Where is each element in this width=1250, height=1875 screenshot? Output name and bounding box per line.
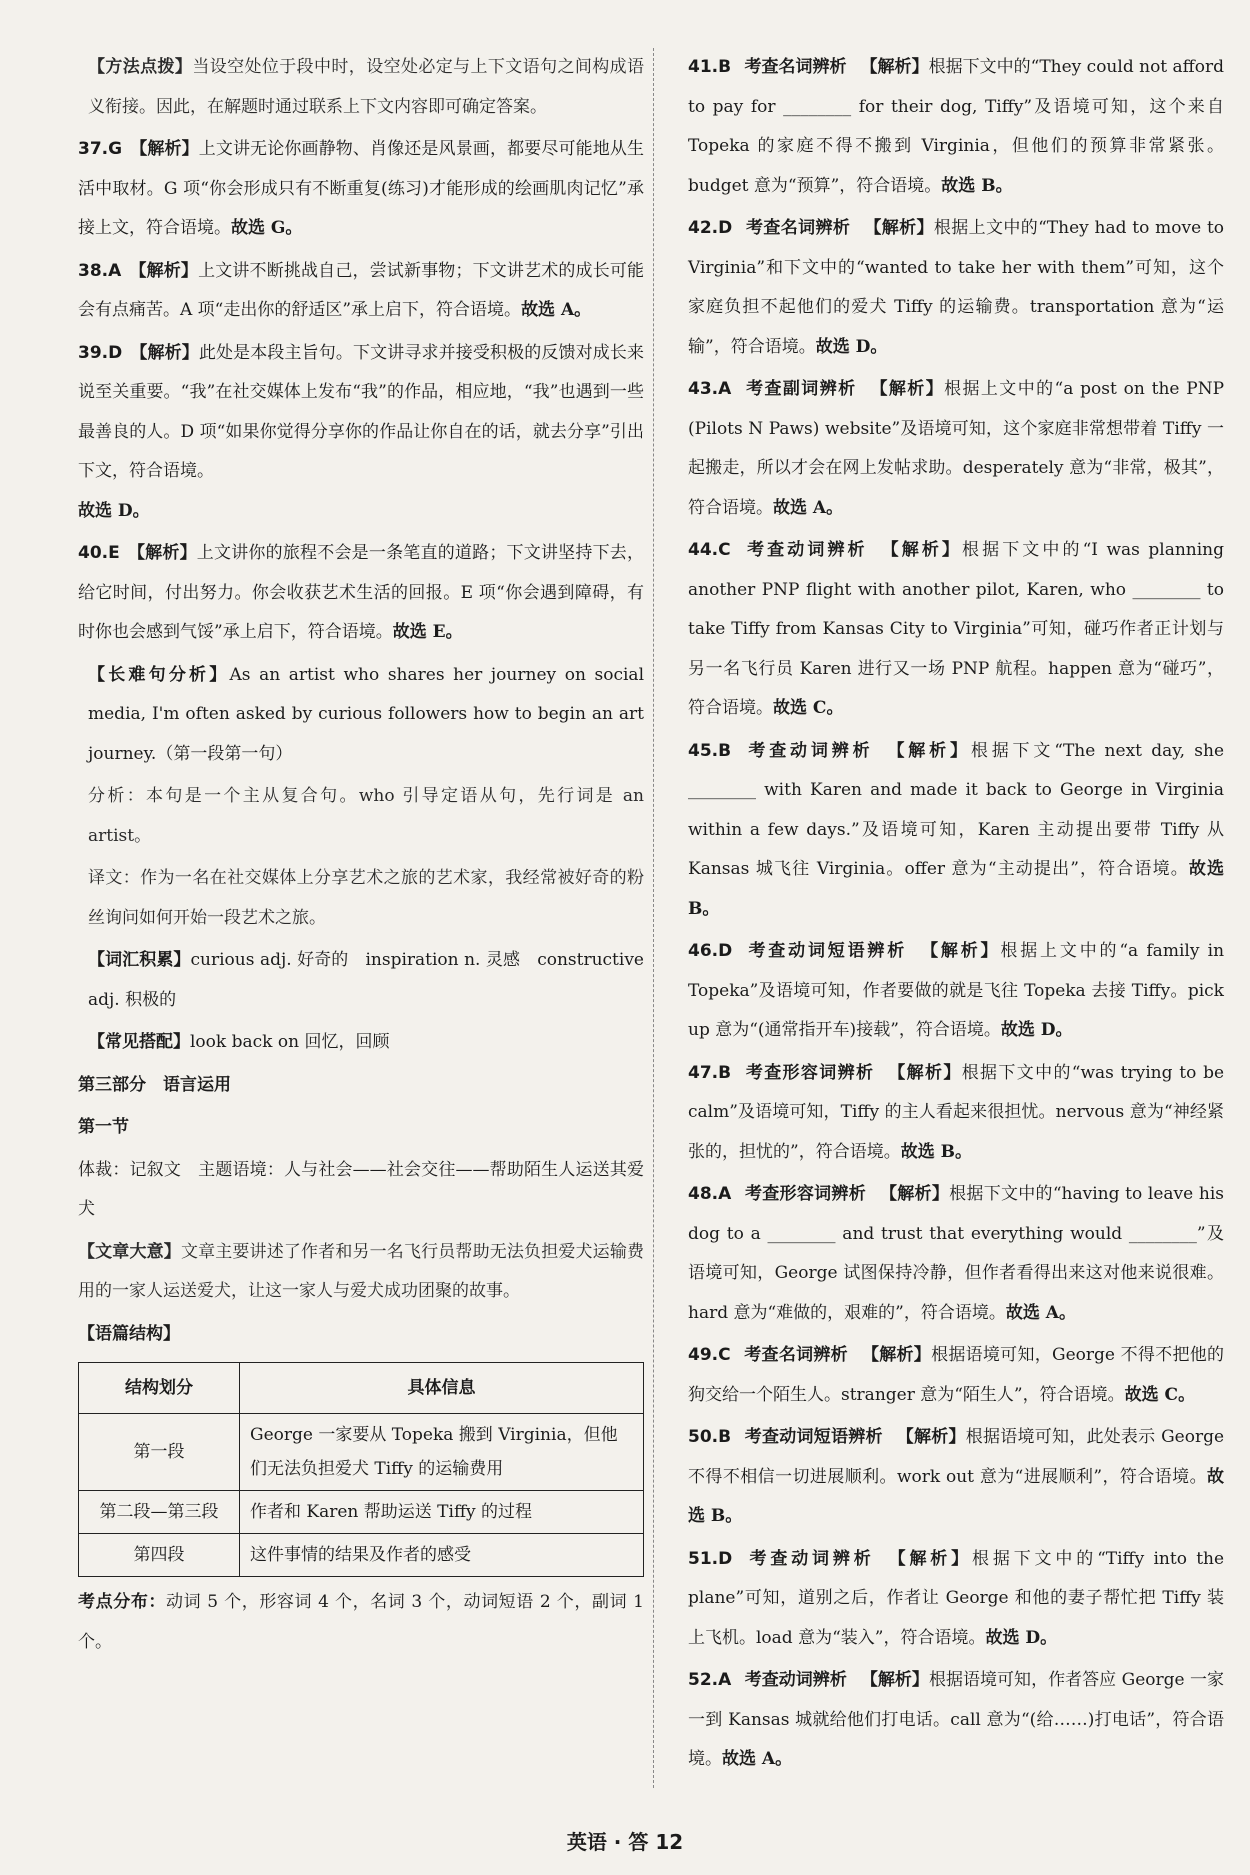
answer-47: 47.B 考查形容词辨析 【解析】根据下文中的“was trying to be calm”及语境可知，Tiffy 的主人看起来很担忧。nervous 意为“神经紧张的，担忧的”，符合语境。故选 B。 (688, 1062, 1225, 1162)
table-row: 第二段—第三段 作者和 Karen 帮助运送 Tiffy 的过程 (79, 1491, 644, 1534)
answer-43: 43.A 考查副词辨析 【解析】根据上文中的“a post on the PNP (Pilots N Paws) website”及语境可知，这个家庭非常想带着 Tiffy 一起搬走，所以才会在网上发帖求助。desperately 意为“非常，极其”，符合语境。故选 A。 (688, 379, 1225, 518)
part-three-title: 第三部分 语言运用 (78, 1074, 231, 1095)
collocation: 【常见搭配】look back on 回忆，回顾 (88, 1032, 390, 1052)
answer-37: 37.G 【解析】上文讲无论你画静物、肖像还是风景画，都要尽可能地从生活中取材。G 项“你会形成只有不断重复(练习)才能形成的绘画肌肉记忆”承接上文，符合语境。故选 G。 (78, 139, 645, 238)
page-footer: 英语 · 答 12 (566, 1830, 684, 1854)
table-row: 第四段 这件事情的结果及作者的感受 (79, 1534, 644, 1577)
structure-label: 【语篇结构】 (78, 1323, 180, 1344)
answer-44: 44.C 考查动词辨析 【解析】根据下文中的“I was planning another PNP flight with another pilot, Karen, who ________ to take Tiffy from Kansas City to Virginia”可知，碰巧作者正计划与另一名飞行员 Karen 进行又一场 PNP 航程。happen 意为“碰巧”，符合语境。故选 C。 (688, 540, 1225, 718)
answer-50: 50.B 考查动词短语辨析 【解析】根据语境可知，此处表示 George 不得不相信一切进展顺利。work out 意为“进展顺利”，符合语境。故选 B。 (688, 1427, 1225, 1526)
answer-49: 49.C 考查名词辨析 【解析】根据语境可知，George 不得不把他的狗交给一个陌生人。stranger 意为“陌生人”，符合语境。故选 C。 (688, 1345, 1225, 1405)
section-title: 第一节 (78, 1117, 129, 1137)
left-column (78, 48, 644, 1665)
table-header: 结构划分 具体信息 (79, 1363, 644, 1414)
column-divider (653, 48, 654, 1788)
vocabulary: 【词汇积累】curious adj. 好奇的 inspiration n. 灵感 constructive adj. 积极的 (88, 950, 644, 1010)
answer-38: 38.A 【解析】上文讲不断挑战自己，尝试新事物；下文讲艺术的成长可能会有点痛苦。A 项“走出你的舒适区”承上启下，符合语境。故选 A。 (78, 260, 645, 320)
long-sentence-analysis: 【长难句分析】As an artist who shares her journey on social media, I'm often asked by curious followers how to begin an art journey.（第一段第一句） 分析：本句是一个主从复合句。who 引导定语从句，先行词是 an artist。 译文：作为一名在社交媒体上分享艺术之旅的艺术家，我经常被好奇的粉丝询问如何开始一段艺术之旅。 (88, 664, 645, 928)
answer-40: 40.E 【解析】上文讲你的旅程不会是一条笔直的道路；下文讲坚持下去，给它时间，付出努力。你会收获艺术生活的回报。E 项“你会遇到障碍，有时你也会感到气馁”承上启下，符合语境。故选 E。 (78, 543, 645, 642)
answer-45: 45.B 考查动词辨析 【解析】根据下文“The next day, she ________ with Karen and made it back to George in Virginia within a few days.”及语境可知，Karen 主动提出要带 Tiffy 从 Kansas 城飞往 Virginia。offer 意为“主动提出”，符合语境。故选 B。 (688, 740, 1225, 919)
answer-41: 41.B 考查名词辨析 【解析】根据下文中的“They could not afford to pay for ________ for their dog, Tiffy”及语境可知，这个来自 Topeka 的家庭不得不搬到 Virginia，但他们的预算非常紧张。budget 意为“预算”，符合语境。故选 B。 (688, 57, 1224, 196)
distribution: 考点分布：动词 5 个，形容词 4 个，名词 3 个，动词短语 2 个，副词 1 个。 (78, 1592, 645, 1652)
answer-51: 51.D 考查动词辨析 【解析】根据下文中的“Tiffy into the plane”可知，道别之后，作者让 George 和他的妻子帮忙把 Tiffy 装上飞机。load 意为“装入”，符合语境。故选 D。 (688, 1548, 1225, 1648)
answer-42: 42.D 考查名词辨析 【解析】根据上文中的“They had to move to Virginia”和下文中的“wanted to take her with them”可知，这个家庭负担不起他们的爱犬 Tiffy 的运输费。transportation 意为“运输”，符合语境。故选 D。 (688, 218, 1225, 357)
method-tip: 【方法点拨】当设空处位于段中时，设空处必定与上下文语句之间构成语义衔接。因此，在解题时通过联系上下文内容即可确定答案。 (88, 57, 645, 117)
answer-46: 46.D 考查动词短语辨析 【解析】根据上文中的“a family in Topeka”及语境可知，作者要做的就是飞往 Topeka 去接 Tiffy。pick up 意为“(通常指开车)接载”，符合语境。故选 D。 (688, 941, 1225, 1040)
answer-52: 52.A 考查动词辨析 【解析】根据语境可知，作者答应 George 一家一到 Kansas 城就给他们打电话。call 意为“(给……)打电话”，符合语境。故选 A。 (688, 1670, 1225, 1769)
right-column (688, 48, 1224, 1783)
table-row: 第一段 George 一家要从 Topeka 搬到 Virginia，但他们无法负担爱犬 Tiffy 的运输费用 (79, 1414, 644, 1491)
answer-39: 39.D 【解析】此处是本段主旨句。下文讲寻求并接受积极的反馈对成长来说至关重要。“我”在社交媒体上发布“我”的作品，相应地，“我”也遇到一些最善良的人。D 项“如果你觉得分享你的作品让你自在的话，就去分享”引出下文，符合语境。 故选 D。 (78, 342, 645, 521)
genre: 体裁：记叙文 主题语境：人与社会——社会交往——帮助陌生人运送其爱犬 (78, 1159, 644, 1219)
structure-table (78, 1362, 644, 1577)
answer-48: 48.A 考查形容词辨析 【解析】根据下文中的“having to leave his dog to a ________ and trust that everything would ________”及语境可知，George 试图保持冷静，但作者看得出来这对他来说很难。hard 意为“难做的，艰难的”，符合语境。故选 A。 (688, 1184, 1225, 1323)
article-gist: 【文章大意】文章主要讲述了作者和另一名飞行员帮助无法负担爱犬运输费用的一家人运送爱犬，让这一家人与爱犬成功团聚的故事。 (78, 1241, 644, 1301)
